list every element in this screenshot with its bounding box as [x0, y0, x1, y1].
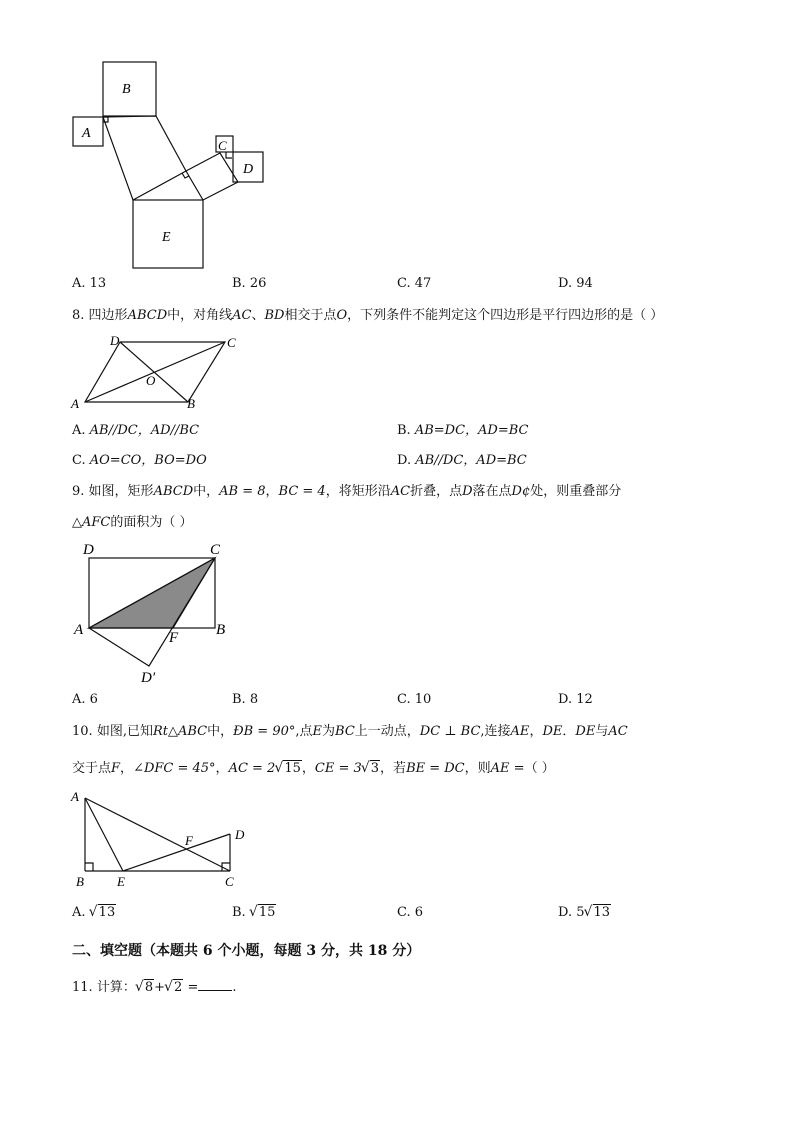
q10-de: DE [542, 724, 563, 739]
q10-option-a-radicand: 13 [98, 905, 116, 920]
q7-option-b[interactable]: B. 26 [232, 276, 267, 291]
right-angle-mark-c [226, 152, 232, 158]
q7-figure [60, 55, 280, 275]
q7-option-d[interactable]: D. 94 [558, 276, 593, 291]
q9-s5: 折叠，点 [410, 484, 463, 499]
q10-be-dc: BE = DC [406, 761, 465, 776]
q9-ab: AB = 8 [219, 484, 266, 499]
q9-bc: BC = 4 [278, 484, 326, 499]
q10-l2-d: ， [301, 761, 315, 776]
q10-ac-sqrt [275, 760, 302, 778]
q10-ac: AC [608, 724, 628, 739]
q8-option-c-letter: C. [72, 453, 86, 468]
q10-ce-sqrt [362, 760, 380, 778]
q10-l1-b: 中， [207, 724, 234, 739]
diagonal-bd [120, 342, 188, 402]
q9-s6: 落在点 [472, 484, 512, 499]
q10-option-b-radicand: 15 [258, 905, 276, 920]
q10-option-b-letter: B. [232, 905, 246, 920]
q9-dp: D¢ [511, 484, 531, 499]
q10-option-d-radicand: 13 [593, 905, 611, 920]
q10-option-d-sqrt [585, 904, 612, 922]
q10-l1-f: 上一动点， [354, 724, 420, 739]
q11-radicand-2: 2 [174, 980, 183, 995]
q8-quad: ABCD [127, 308, 168, 323]
segment-ae [85, 798, 123, 871]
q11-answer-blank[interactable] [198, 978, 232, 991]
q9-s2: 中， [193, 484, 220, 499]
q10-option-a-letter: A. [72, 905, 86, 920]
q10-label-c: C [225, 874, 234, 889]
q8-bd: BD [264, 308, 285, 323]
q9-rect: ABCD [153, 484, 194, 499]
square-right-middle [186, 153, 238, 200]
q10-ce-value: CE = 3 [314, 761, 362, 776]
q9-option-a[interactable]: A. 6 [72, 692, 98, 707]
q9-s1: 如图，矩形 [88, 484, 154, 499]
q11-number: 11. [72, 980, 93, 995]
q8-option-b[interactable] [397, 422, 528, 440]
q10-ae-eq: AE = [490, 761, 525, 776]
q10-option-b-sqrt [250, 904, 277, 922]
q8-option-b-letter: B. [397, 423, 411, 438]
q10-point-f: F [111, 761, 121, 776]
q9-label-a: A [74, 622, 84, 638]
q9-option-b[interactable]: B. 8 [232, 692, 259, 707]
q8-ac: AC [232, 308, 252, 323]
q10-label-a: A [71, 789, 79, 804]
q10-stem-line1 [72, 723, 628, 741]
q8-option-c[interactable] [72, 452, 207, 470]
q10-l2-g: ，则 [464, 761, 491, 776]
q10-l1-h: ， [529, 724, 543, 739]
q9-figure [65, 538, 245, 688]
label-e: E [162, 230, 171, 245]
q8-sep: 、 [251, 308, 265, 323]
q10-ae: AE [510, 724, 530, 739]
q9-s4: ，将矩形沿 [325, 484, 391, 499]
q8-option-d-letter: D. [397, 453, 412, 468]
q9-triangle: △AFC [72, 515, 111, 530]
q10-l1-j: 与 [595, 724, 609, 739]
q8-stem-part4: ，下列条件不能判定这个四边形是平行四边形的是（ ） [347, 308, 664, 323]
q10-perp: DC ⊥ BC [419, 724, 481, 739]
q10-l2-e: ，若 [380, 761, 407, 776]
q8-stem-part3: 相交于点 [284, 308, 337, 323]
q8-option-d-text: AB//DC，AD=BC [415, 453, 527, 468]
q11-equals: = [187, 980, 199, 995]
q9-s7: 处，则重叠部分 [530, 484, 622, 499]
q8-option-a[interactable] [72, 422, 199, 440]
q8-option-b-text: AB=DC，AD=BC [414, 423, 529, 438]
q10-option-c[interactable]: C. 6 [397, 905, 424, 920]
q10-ac-radicand: 15 [284, 761, 301, 776]
q9-number: 9. [72, 484, 85, 499]
diagonal-ac [85, 342, 225, 402]
q7-option-a[interactable]: A. 13 [72, 276, 107, 291]
q8-o: O [336, 308, 348, 323]
q10-l1-a: 如图,已知 [96, 724, 153, 739]
q10-l1-g: ,连接 [480, 724, 511, 739]
q10-l1-d: 为 [322, 724, 336, 739]
q8-stem-part1: 四边形 [88, 308, 128, 323]
q9-line2-rest: 的面积为（ ） [110, 515, 193, 530]
q8-number: 8. [72, 308, 85, 323]
q9-label-d: D [83, 542, 94, 558]
q8-stem [72, 307, 663, 325]
q10-figure [65, 788, 265, 893]
q9-stem-line2 [72, 514, 193, 532]
q10-angle-b: ÐB = 90° [233, 724, 296, 739]
q10-ce-radicand: 3 [370, 761, 380, 776]
q9-s3: ， [265, 484, 279, 499]
square-left-middle [103, 116, 186, 200]
section-heading-fill-in: 二、填空题（本题共 6 个小题，每题 3 分，共 18 分） [72, 943, 421, 959]
q9-d: D [462, 484, 473, 499]
q8-option-a-letter: A. [72, 423, 86, 438]
q9-stem-line1 [72, 483, 621, 501]
right-angle-mark-b [85, 863, 93, 871]
segment-ed [123, 834, 230, 871]
q9-label-c: C [210, 542, 221, 558]
q10-option-d[interactable] [558, 904, 611, 922]
q10-option-d-letter: D. [558, 905, 573, 920]
q9-option-c[interactable]: C. 10 [397, 692, 432, 707]
q10-l1-c: ,点 [295, 724, 313, 739]
q8-figure [65, 332, 255, 412]
q10-label-e: E [117, 874, 125, 889]
q9-label-b: B [216, 622, 226, 638]
q8-label-o: O [146, 373, 156, 388]
q8-label-b: B [187, 396, 195, 411]
q9-label-f: F [169, 630, 179, 646]
q11-end: . [232, 980, 237, 995]
q11-sqrt-8 [136, 979, 154, 997]
q10-ac-value: AC = 2 [228, 761, 276, 776]
q8-label-c: C [227, 335, 236, 350]
q10-rt-triangle: Rt△ABC [152, 724, 208, 739]
segment-ac [85, 798, 230, 871]
q10-option-a-sqrt [90, 904, 117, 922]
q8-option-c-text: AO=CO，BO=DO [89, 453, 207, 468]
q10-bc: BC [335, 724, 355, 739]
label-b: B [122, 82, 131, 97]
q8-label-a: A [71, 396, 79, 411]
q8-label-d: D [110, 333, 120, 348]
q10-option-d-coef: 5 [576, 905, 585, 920]
q10-option-a[interactable] [72, 904, 116, 922]
q11-plus: + [154, 980, 166, 995]
q10-number: 10. [72, 724, 93, 739]
q10-l2-a: 交于点 [72, 761, 112, 776]
q8-option-d[interactable] [397, 452, 527, 470]
label-a: A [82, 126, 91, 141]
q10-l1-i: ． [562, 724, 576, 739]
q10-l2-c: ， [215, 761, 229, 776]
q10-point-e: E [312, 724, 323, 739]
q7-option-c[interactable]: C. 47 [397, 276, 432, 291]
q11-radicand-1: 8 [144, 980, 154, 995]
q11-label: 计算： [96, 980, 136, 995]
q10-stem-line2 [72, 760, 555, 778]
q11-sqrt-2 [165, 979, 183, 997]
q10-l2-h: （ ） [524, 761, 555, 776]
q8-option-a-text: AB//DC，AD//BC [89, 423, 200, 438]
label-c: C [218, 138, 227, 153]
q10-angle-dfc: ∠DFC = 45° [133, 761, 216, 776]
q11-stem [72, 978, 237, 997]
q9-ac: AC [390, 484, 411, 499]
q10-option-b[interactable] [232, 904, 276, 922]
q10-l2-b: ， [120, 761, 134, 776]
q10-label-b: B [76, 874, 84, 889]
q9-label-dp: D′ [141, 670, 156, 686]
q9-option-d[interactable]: D. 12 [558, 692, 593, 707]
q10-label-f: F [185, 833, 193, 848]
q8-stem-part2: 中，对角线 [167, 308, 233, 323]
q10-de2: DE [575, 724, 596, 739]
q10-label-d: D [235, 827, 245, 842]
label-d: D [243, 162, 254, 177]
